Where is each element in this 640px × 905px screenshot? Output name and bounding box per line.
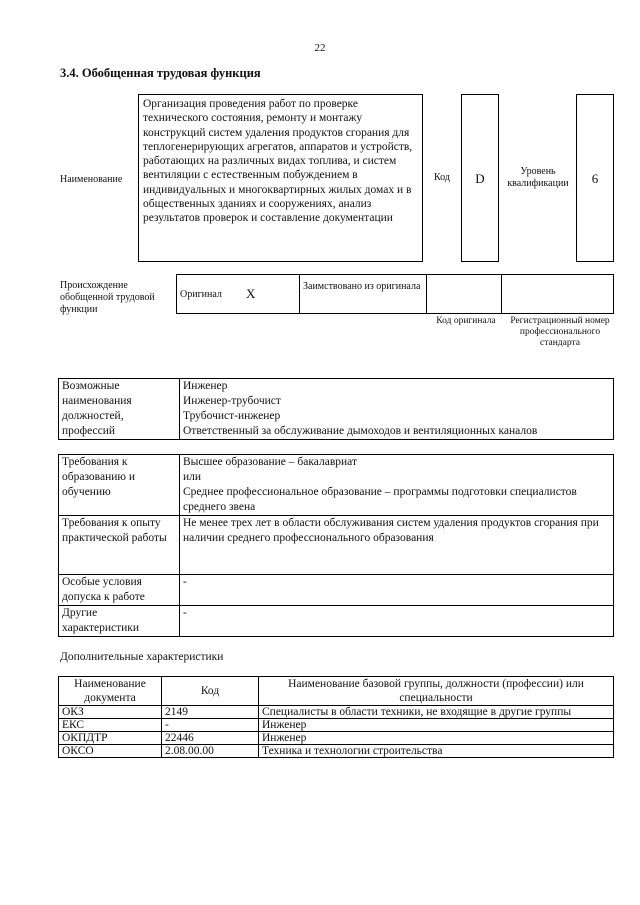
origin-reg-cell bbox=[502, 275, 614, 314]
positions-label: Возможные наименования должностей, профессий bbox=[59, 379, 180, 440]
origin-label: Происхождение обобщенной трудовой функции bbox=[60, 280, 155, 315]
table-cell: ОКЗ bbox=[59, 706, 162, 719]
code-label: Код bbox=[434, 172, 450, 183]
positions-table bbox=[58, 378, 614, 440]
table-cell: 22446 bbox=[162, 732, 259, 745]
req-line: - bbox=[183, 576, 187, 588]
section-heading: 3.4. Обобщенная трудовая функция bbox=[60, 66, 261, 80]
table-row bbox=[59, 732, 614, 745]
additional-title: Дополнительные характеристики bbox=[60, 651, 224, 663]
req-line: Среднее профессиональное образование – программы подготовки специалистов среднего звена bbox=[183, 486, 577, 513]
level-label: Уровень квалификации bbox=[507, 166, 569, 189]
original-mark: X bbox=[243, 275, 300, 314]
original-label: Оригинал bbox=[177, 275, 244, 314]
table-cell: Инженер bbox=[259, 732, 614, 745]
col-header: Код bbox=[162, 677, 259, 706]
table-cell: Специалисты в области техники, не входящие в другие группы bbox=[259, 706, 614, 719]
req-line: или bbox=[183, 471, 202, 483]
level-value: 6 bbox=[591, 171, 599, 186]
req-label: Требования к образованию и обучению bbox=[59, 455, 180, 516]
code-caption: Код оригинала bbox=[436, 316, 496, 326]
origin-code-cell bbox=[427, 275, 502, 314]
table-cell: 2.08.00.00 bbox=[162, 745, 259, 758]
code-box bbox=[461, 94, 499, 262]
function-name-box bbox=[138, 94, 423, 262]
position-item: Трубочист-инженер bbox=[183, 410, 281, 422]
table-cell: - bbox=[162, 719, 259, 732]
origin-table bbox=[176, 274, 614, 314]
level-box bbox=[576, 94, 614, 262]
requirements-table bbox=[58, 454, 614, 637]
borrowed-label: Заимствовано из оригинала bbox=[300, 275, 427, 314]
req-label: Другие характеристики bbox=[59, 606, 180, 637]
table-cell: ОКПДТР bbox=[59, 732, 162, 745]
table-cell: ЕКС bbox=[59, 719, 162, 732]
name-label: Наименование bbox=[60, 174, 123, 185]
function-name: Организация проведения работ по проверке технического состояния, ремонту и монтажу конструкций систем удаления продуктов сгорания для теплогенерирующих агрегатов, аппаратов и устройств, работающих на различных видах топлива, и систем вентиляции с естественным побуждением в индивидуальных и многоквартирных жилых домах и в общественных зданиях и сооружениях, анализ результатов проверок и составление документации bbox=[143, 98, 413, 225]
col-header: Наименование документа bbox=[59, 677, 162, 706]
table-cell: 2149 bbox=[162, 706, 259, 719]
page-number: 22 bbox=[314, 42, 326, 54]
code-value: D bbox=[475, 171, 485, 186]
table-cell: Инженер bbox=[259, 719, 614, 732]
reg-caption: Регистрационный номер профессионального стандарта bbox=[510, 316, 610, 348]
col-header: Наименование базовой группы, должности (профессии) или специальности bbox=[259, 677, 614, 706]
table-row bbox=[59, 706, 614, 719]
table-cell: ОКСО bbox=[59, 745, 162, 758]
additional-table bbox=[58, 676, 614, 758]
req-label: Особые условия допуска к работе bbox=[59, 575, 180, 606]
table-cell: Техника и технологии строительства bbox=[259, 745, 614, 758]
position-item: Инженер bbox=[183, 380, 228, 392]
req-line: Не менее трех лет в области обслуживания систем удаления продуктов сгорания при наличии среднего профессионального образования bbox=[183, 517, 599, 544]
req-line: - bbox=[183, 607, 187, 619]
req-label: Требования к опыту практической работы bbox=[59, 516, 180, 575]
position-item: Ответственный за обслуживание дымоходов и вентиляционных каналов bbox=[183, 425, 538, 437]
table-row bbox=[59, 719, 614, 732]
table-row bbox=[59, 745, 614, 758]
req-line: Высшее образование – бакалавриат bbox=[183, 456, 357, 468]
position-item: Инженер-трубочист bbox=[183, 395, 281, 407]
